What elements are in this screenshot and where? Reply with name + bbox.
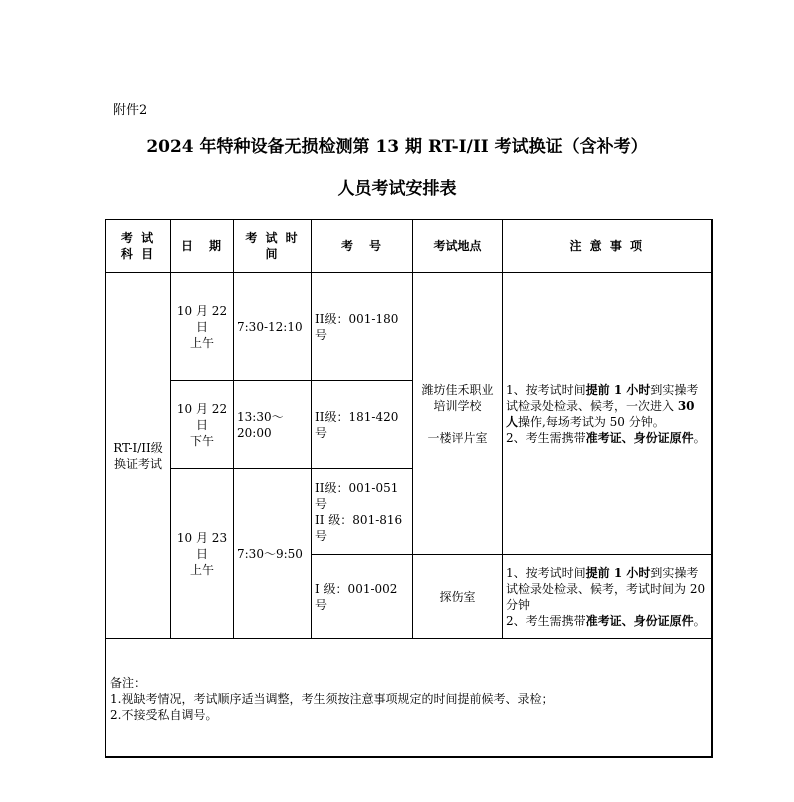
header-notes: 注 意 事 项 xyxy=(503,220,712,273)
time-cell: 7:30～9:50 xyxy=(234,469,312,639)
date-cell: 10 月 22 日 下午 xyxy=(171,381,234,469)
exam-schedule-table xyxy=(105,219,713,758)
header-number: 考 号 xyxy=(312,220,413,273)
document-subtitle: 人员考试安排表 xyxy=(337,179,457,199)
table-header-row xyxy=(106,220,712,273)
location-cell: 探伤室 xyxy=(413,555,503,639)
notice-cell: 1、按考试时间提前 1 小时到实操考试检录处检录、候考，一次进入 30 人操作,每场考试为 50 分钟。 2、考生需携带准考证、身份证原件。 xyxy=(503,273,712,555)
number-cell: I 级：001-002 号 xyxy=(312,555,413,639)
time-cell: 7:30-12:10 xyxy=(234,273,312,381)
date-cell: 10 月 22 日 上午 xyxy=(171,273,234,381)
subject-cell: RT-I/II级 换证考试 xyxy=(106,273,171,639)
attachment-label: 附件2 xyxy=(113,103,148,118)
remarks-title: 备注： xyxy=(110,676,147,690)
table-row xyxy=(106,273,712,381)
header-date: 日 期 xyxy=(171,220,234,273)
number-cell: II级：001-051 号 II 级：801-816 号 xyxy=(312,469,413,555)
remarks-row xyxy=(106,639,712,757)
remarks-cell xyxy=(106,639,712,757)
number-cell: II级：181-420 号 xyxy=(312,381,413,469)
header-subject: 考 试 科 目 xyxy=(106,220,171,273)
location-cell: 潍坊佳禾职业 培训学校 一楼评片室 xyxy=(413,273,503,555)
date-cell: 10 月 23 日 上午 xyxy=(171,469,234,639)
number-cell: II级：001-180 号 xyxy=(312,273,413,381)
time-cell: 13:30～20:00 xyxy=(234,381,312,469)
document-title: 2024 年特种设备无损检测第 13 期 RT-I/II 考试换证（含补考） xyxy=(146,137,648,157)
header-location: 考试地点 xyxy=(413,220,503,273)
remarks-line: 2.不接受私自调号。 xyxy=(110,708,218,722)
notice-cell: 1、按考试时间提前 1 小时到实操考试检录处检录、候考，考试时间为 20 分钟 2、考生需携带准考证、身份证原件。 xyxy=(503,555,712,639)
header-time: 考 试 时 间 xyxy=(234,220,312,273)
remarks-line: 1.视缺考情况，考试顺序适当调整，考生须按注意事项规定的时间提前候考、录检； xyxy=(110,692,554,706)
